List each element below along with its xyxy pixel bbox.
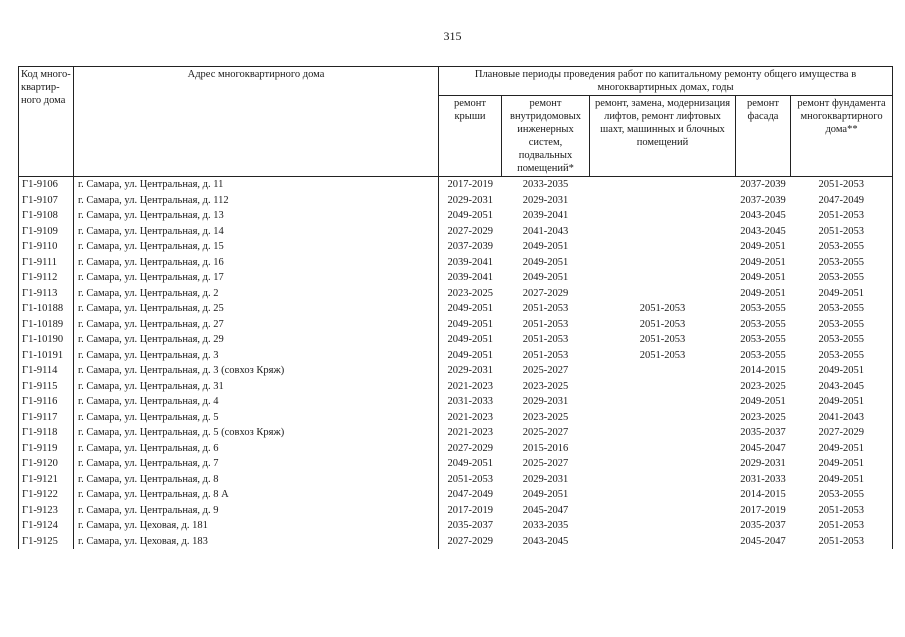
- cell-address: г. Самара, ул. Центральная, д. 31: [74, 379, 439, 395]
- cell-lifts: 2051-2053: [639, 349, 686, 361]
- cell-facade: 2014-2015: [740, 489, 786, 501]
- cell-facade: 2035-2037: [740, 520, 786, 532]
- cell-address: г. Самара, ул. Цеховая, д. 181: [74, 518, 439, 534]
- header-address: Адрес многоквартирного дома: [74, 67, 439, 177]
- cell-code: Г1-10188: [19, 301, 74, 317]
- cell-address: г. Самара, ул. Центральная, д. 14: [74, 224, 439, 240]
- cell-facade: 2049-2051: [740, 272, 786, 284]
- cell-address: г. Самара, ул. Центральная, д. 112: [74, 193, 439, 209]
- cell-foundation: 2051-2053: [791, 177, 893, 193]
- table-row: [19, 301, 893, 317]
- cell-code: Г1-9115: [19, 379, 74, 395]
- cell-foundation: 2049-2051: [791, 286, 893, 302]
- cell-address: г. Самара, ул. Центральная, д. 29: [74, 332, 439, 348]
- table-row: [19, 317, 893, 333]
- cell-foundation: 2051-2053: [791, 518, 893, 534]
- cell-roof: 2037-2039: [439, 239, 502, 255]
- cell-facade: 2037-2039: [740, 179, 786, 191]
- cell-facade: 2049-2051: [740, 241, 786, 253]
- table-row: [19, 270, 893, 286]
- cell-address: г. Самара, ул. Центральная, д. 2: [74, 286, 439, 302]
- cell-engineering-systems: 2023-2025: [522, 411, 569, 423]
- capital-repair-table: [18, 66, 893, 549]
- cell-address: г. Самара, ул. Центральная, д. 8: [74, 472, 439, 488]
- cell-lifts: [590, 534, 736, 550]
- cell-code: Г1-9116: [19, 394, 74, 410]
- cell-facade: 2049-2051: [740, 256, 786, 268]
- cell-engineering-systems: 2033-2035: [522, 520, 569, 532]
- cell-lifts: [590, 363, 736, 379]
- cell-roof: 2029-2031: [439, 193, 502, 209]
- cell-facade: 2035-2037: [740, 427, 786, 439]
- cell-code: Г1-9106: [19, 177, 74, 193]
- cell-foundation: 2053-2055: [791, 239, 893, 255]
- cell-code: Г1-9124: [19, 518, 74, 534]
- cell-roof: 2017-2019: [439, 177, 502, 193]
- cell-foundation: 2051-2053: [791, 534, 893, 550]
- table-row: [19, 332, 893, 348]
- cell-code: Г1-9114: [19, 363, 74, 379]
- cell-foundation: 2053-2055: [791, 301, 893, 317]
- cell-address: г. Самара, ул. Центральная, д. 4: [74, 394, 439, 410]
- table-body: [19, 177, 893, 550]
- cell-code: Г1-10190: [19, 332, 74, 348]
- header-code: Код много- квартир- ного дома: [19, 67, 74, 177]
- cell-roof: 2023-2025: [439, 286, 502, 302]
- cell-code: Г1-9123: [19, 503, 74, 519]
- cell-engineering-systems: 2051-2053: [522, 303, 569, 315]
- table-row: [19, 425, 893, 441]
- header-engineering-systems: ремонт внутридомовых инженерных систем, подвальных помещений*: [502, 96, 590, 177]
- cell-engineering-systems: 2027-2029: [522, 287, 569, 299]
- cell-engineering-systems: 2015-2016: [522, 442, 569, 454]
- cell-foundation: 2043-2045: [791, 379, 893, 395]
- cell-roof: 2021-2023: [439, 410, 502, 426]
- page-number: 315: [443, 29, 462, 43]
- cell-lifts: [590, 379, 736, 395]
- cell-address: г. Самара, ул. Центральная, д. 13: [74, 208, 439, 224]
- cell-roof: 2049-2051: [439, 348, 502, 364]
- cell-address: г. Самара, ул. Центральная, д. 5: [74, 410, 439, 426]
- cell-engineering-systems: 2033-2035: [522, 179, 569, 191]
- cell-address: г. Самара, ул. Центральная, д. 16: [74, 255, 439, 271]
- cell-address: г. Самара, ул. Центральная, д. 8 А: [74, 487, 439, 503]
- header-roof: ремонт крыши: [439, 96, 502, 177]
- table-row: [19, 410, 893, 426]
- cell-engineering-systems: 2049-2051: [522, 272, 569, 284]
- cell-code: Г1-9111: [19, 255, 74, 271]
- cell-facade: 2053-2055: [740, 334, 786, 346]
- cell-engineering-systems: 2051-2053: [522, 334, 569, 346]
- cell-engineering-systems: 2051-2053: [522, 318, 569, 330]
- cell-facade: 2053-2055: [740, 303, 786, 315]
- cell-code: Г1-9109: [19, 224, 74, 240]
- cell-roof: 2049-2051: [439, 317, 502, 333]
- table-row: [19, 177, 893, 193]
- cell-code: Г1-9108: [19, 208, 74, 224]
- cell-foundation: 2047-2049: [791, 193, 893, 209]
- header-lifts: ремонт, замена, модернизация лифтов, ремонт лифтовых шахт, машинных и блочных помещений: [590, 96, 736, 177]
- cell-facade: 2045-2047: [740, 442, 786, 454]
- cell-facade: 2053-2055: [740, 349, 786, 361]
- table-row: [19, 348, 893, 364]
- cell-foundation: 2053-2055: [791, 332, 893, 348]
- cell-address: г. Самара, ул. Центральная, д. 15: [74, 239, 439, 255]
- cell-lifts: [590, 503, 736, 519]
- table-row: [19, 518, 893, 534]
- cell-code: Г1-10191: [19, 348, 74, 364]
- cell-engineering-systems: 2029-2031: [522, 473, 569, 485]
- cell-foundation: 2051-2053: [791, 224, 893, 240]
- cell-roof: 2049-2051: [439, 332, 502, 348]
- cell-foundation: 2053-2055: [791, 255, 893, 271]
- cell-code: Г1-10189: [19, 317, 74, 333]
- header-facade: ремонт фасада: [736, 96, 791, 177]
- cell-facade: 2014-2015: [740, 365, 786, 377]
- table-row: [19, 286, 893, 302]
- cell-roof: 2021-2023: [439, 379, 502, 395]
- cell-lifts: [590, 518, 736, 534]
- cell-lifts: [590, 487, 736, 503]
- cell-engineering-systems: 2025-2027: [522, 365, 569, 377]
- cell-roof: 2017-2019: [439, 503, 502, 519]
- cell-lifts: [590, 208, 736, 224]
- cell-engineering-systems: 2025-2027: [522, 458, 569, 470]
- cell-roof: 2039-2041: [439, 255, 502, 271]
- cell-roof: 2027-2029: [439, 534, 502, 550]
- cell-code: Г1-9110: [19, 239, 74, 255]
- cell-roof: 2029-2031: [439, 363, 502, 379]
- cell-roof: 2051-2053: [439, 472, 502, 488]
- cell-facade: 2031-2033: [740, 473, 786, 485]
- cell-code: Г1-9120: [19, 456, 74, 472]
- cell-roof: 2049-2051: [439, 456, 502, 472]
- table-row: [19, 363, 893, 379]
- cell-lifts: [590, 472, 736, 488]
- header-planned-periods: Плановые периоды проведения работ по капитальному ремонту общего имущества в многоквартирных домах, годы: [439, 67, 893, 96]
- cell-code: Г1-9107: [19, 193, 74, 209]
- cell-foundation: 2051-2053: [791, 503, 893, 519]
- cell-address: г. Самара, ул. Центральная, д. 6: [74, 441, 439, 457]
- cell-facade: 2045-2047: [740, 535, 786, 547]
- table-row: [19, 255, 893, 271]
- cell-roof: 2027-2029: [439, 441, 502, 457]
- cell-foundation: 2049-2051: [791, 472, 893, 488]
- cell-facade: 2023-2025: [740, 411, 786, 423]
- cell-foundation: 2041-2043: [791, 410, 893, 426]
- cell-engineering-systems: 2039-2041: [522, 210, 569, 222]
- cell-lifts: [590, 177, 736, 193]
- cell-facade: 2049-2051: [740, 396, 786, 408]
- cell-lifts: [590, 456, 736, 472]
- cell-address: г. Самара, ул. Центральная, д. 17: [74, 270, 439, 286]
- cell-roof: 2049-2051: [439, 208, 502, 224]
- cell-address: г. Самара, ул. Центральная, д. 5 (совхоз Кряж): [74, 425, 439, 441]
- cell-foundation: 2053-2055: [791, 270, 893, 286]
- cell-engineering-systems: 2025-2027: [522, 427, 569, 439]
- cell-lifts: 2051-2053: [639, 303, 686, 315]
- cell-foundation: 2049-2051: [791, 394, 893, 410]
- cell-facade: 2053-2055: [740, 318, 786, 330]
- cell-lifts: [590, 425, 736, 441]
- cell-facade: 2043-2045: [740, 225, 786, 237]
- cell-foundation: 2049-2051: [791, 456, 893, 472]
- cell-engineering-systems: 2043-2045: [522, 535, 569, 547]
- table-row: [19, 472, 893, 488]
- table-row: [19, 487, 893, 503]
- cell-engineering-systems: 2049-2051: [522, 241, 569, 253]
- cell-foundation: 2053-2055: [791, 348, 893, 364]
- cell-foundation: 2027-2029: [791, 425, 893, 441]
- cell-lifts: [590, 441, 736, 457]
- cell-roof: 2027-2029: [439, 224, 502, 240]
- cell-foundation: 2051-2053: [791, 208, 893, 224]
- cell-foundation: 2049-2051: [791, 363, 893, 379]
- table-row: [19, 503, 893, 519]
- cell-facade: 2049-2051: [740, 287, 786, 299]
- cell-code: Г1-9122: [19, 487, 74, 503]
- table-row: [19, 193, 893, 209]
- cell-code: Г1-9112: [19, 270, 74, 286]
- cell-foundation: 2053-2055: [791, 487, 893, 503]
- cell-roof: 2021-2023: [439, 425, 502, 441]
- cell-roof: 2035-2037: [439, 518, 502, 534]
- table-row: [19, 379, 893, 395]
- cell-roof: 2039-2041: [439, 270, 502, 286]
- cell-lifts: 2051-2053: [639, 334, 686, 346]
- cell-address: г. Самара, ул. Центральная, д. 3 (совхоз Кряж): [74, 363, 439, 379]
- cell-roof: 2031-2033: [439, 394, 502, 410]
- cell-lifts: 2051-2053: [639, 318, 686, 330]
- cell-facade: 2017-2019: [740, 504, 786, 516]
- table-row: [19, 394, 893, 410]
- table-row: [19, 456, 893, 472]
- cell-lifts: [590, 270, 736, 286]
- cell-lifts: [590, 224, 736, 240]
- cell-code: Г1-9119: [19, 441, 74, 457]
- cell-address: г. Самара, ул. Центральная, д. 7: [74, 456, 439, 472]
- cell-roof: 2047-2049: [439, 487, 502, 503]
- table-row: [19, 208, 893, 224]
- cell-lifts: [590, 239, 736, 255]
- cell-engineering-systems: 2029-2031: [522, 194, 569, 206]
- cell-lifts: [590, 286, 736, 302]
- header-foundation: ремонт фундамента многоквартирного дома**: [791, 96, 893, 177]
- cell-engineering-systems: 2041-2043: [522, 225, 569, 237]
- cell-address: г. Самара, ул. Центральная, д. 25: [74, 301, 439, 317]
- cell-lifts: [590, 255, 736, 271]
- cell-facade: 2043-2045: [740, 210, 786, 222]
- cell-address: г. Самара, ул. Центральная, д. 11: [74, 177, 439, 193]
- cell-lifts: [590, 193, 736, 209]
- cell-facade: 2037-2039: [740, 194, 786, 206]
- cell-engineering-systems: 2029-2031: [522, 396, 569, 408]
- cell-lifts: [590, 394, 736, 410]
- cell-code: Г1-9121: [19, 472, 74, 488]
- cell-engineering-systems: 2045-2047: [522, 504, 569, 516]
- table-row: [19, 441, 893, 457]
- cell-foundation: 2049-2051: [791, 441, 893, 457]
- cell-engineering-systems: 2051-2053: [522, 349, 569, 361]
- cell-address: г. Самара, ул. Центральная, д. 27: [74, 317, 439, 333]
- cell-engineering-systems: 2049-2051: [522, 489, 569, 501]
- cell-address: г. Самара, ул. Цеховая, д. 183: [74, 534, 439, 550]
- cell-engineering-systems: 2023-2025: [522, 380, 569, 392]
- table-row: [19, 224, 893, 240]
- cell-foundation: 2053-2055: [791, 317, 893, 333]
- cell-code: Г1-9113: [19, 286, 74, 302]
- cell-code: Г1-9117: [19, 410, 74, 426]
- cell-lifts: [590, 410, 736, 426]
- cell-engineering-systems: 2049-2051: [522, 256, 569, 268]
- cell-code: Г1-9125: [19, 534, 74, 550]
- cell-facade: 2029-2031: [740, 458, 786, 470]
- cell-address: г. Самара, ул. Центральная, д. 9: [74, 503, 439, 519]
- cell-facade: 2023-2025: [740, 380, 786, 392]
- cell-address: г. Самара, ул. Центральная, д. 3: [74, 348, 439, 364]
- cell-code: Г1-9118: [19, 425, 74, 441]
- table-row: [19, 534, 893, 550]
- cell-roof: 2049-2051: [439, 301, 502, 317]
- table-row: [19, 239, 893, 255]
